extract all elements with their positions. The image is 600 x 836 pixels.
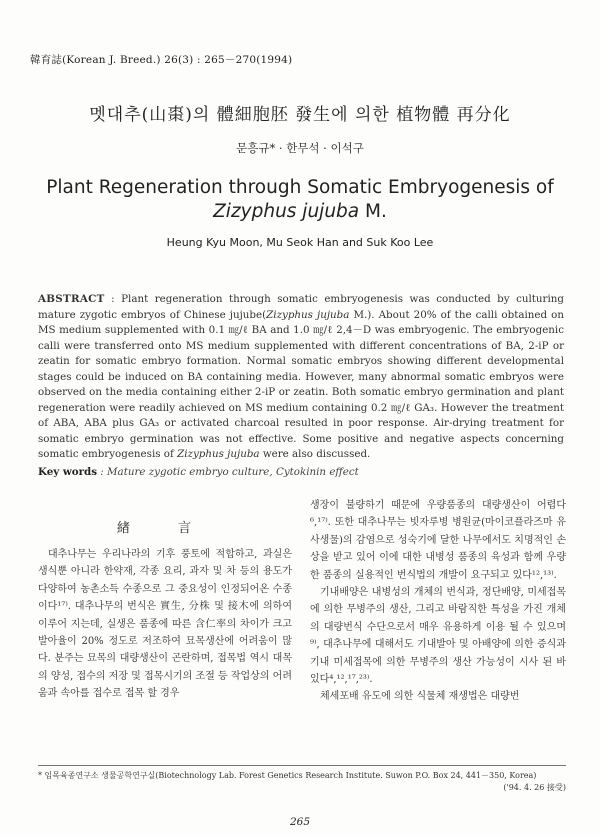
korean-title: 멧대추(山棗)의 體細胞胚 發生에 의한 植物體 再分化	[89, 105, 511, 125]
abstract-species-2: Zizyphus jujuba	[177, 448, 260, 460]
english-title-line1: Plant Regeneration through Somatic Embryogenesis of	[46, 177, 554, 198]
footnote-affiliation: * 임목육종연구소 생물공학연구실(Biotechnology Lab. Forest Genetics Research Institute. Suwon P.O. Box 24, 441－350, Korea)	[38, 771, 537, 780]
body-paragraph: 생장이 불량하기 때문에 우량품종의 대량생산이 어렵다⁶,¹⁷⁾. 또한 대추나무는 빗자루병 병원균(마이코플라즈마 유사생물)의 감염으로 성숙기에 달한 나무에서도 치명적인 손상을 받고 있어 이에 대한 내병성 품종의 육성과 함께 우량한 품종의 실용적인 번식법의 개발이 요구되고 있다¹²,¹³⁾.	[310, 500, 566, 581]
journal-reference: 韓育誌(Korean J. Breed.) 26(3) : 265－270(1994)	[30, 54, 293, 66]
body-right-column	[310, 497, 566, 706]
footnote-divider	[38, 765, 566, 766]
body-paragraph: 대추나무는 우리나라의 기후 풍토에 적합하고, 과실은 생식뿐 아니라 한약재, 각종 요리, 과자 및 차 등의 용도가 다양하여 농촌소득 수종으로 그 중요성이 인정되어온 수종이다¹⁷⁾. 대추나무의 번식은 實生, 分株 및 接木에 의하여 이루어 지는데, 실생은 품종에 따른 含仁率의 차이가 크고 발아율이 20% 정도로 저조하여 묘목생산에 어려움이 많다. 분주는 묘목의 대량생산이 곤란하며, 접목법 역시 대목의 양성, 접수의 저장 및 접목시기의 조절 등 작업상의 어려움과 속아를 접수로 접목 할 경우	[38, 549, 292, 700]
abstract-species: Zizyphus jujuba	[266, 308, 350, 321]
english-authors: Heung Kyu Moon, Mu Seok Han and Suk Koo Lee	[166, 236, 434, 249]
keywords-text: : Mature zygotic embryo culture, Cytokinin effect	[97, 466, 359, 478]
page-number: 265	[289, 816, 311, 828]
korean-authors: 문흥규* · 한무석 · 이석구	[236, 141, 364, 155]
abstract	[38, 292, 564, 463]
abstract-text-1: : Plant regeneration through somatic embryogenesis was conducted by culturing mature zygotic embryos of Chinese jujube(	[38, 293, 564, 321]
body-paragraph: 기내배양은 내병성의 개체의 번식과, 정단배양, 미세접목에 의한 무병주의 생산, 그리고 바람직한 특성을 가진 개체의 대량번식 수단으로서 매우 유용하게 이용 될 수 있으며⁹⁾, 대추나무에 대해서도 기내발아 및 아배양에 의한 증식과 기내 미세접목에 의한 무병주의 생산 가능성이 시사 된 바 있다⁴,¹²,¹⁷,²³⁾.	[310, 587, 566, 686]
english-title	[0, 176, 600, 224]
english-title-suffix: M.	[359, 201, 387, 222]
english-title-species: Zizyphus jujuba	[213, 201, 360, 222]
section-heading-introduction: 緖 言	[116, 521, 214, 536]
body-paragraph: 체세포배 유도에 의한 식물체 재생법은 대량번	[320, 691, 520, 703]
body-left-column	[38, 546, 292, 703]
english-title-line2	[0, 200, 600, 224]
footnote-received-date: ('94. 4. 26 接受)	[503, 783, 566, 792]
keywords-label: Key words	[38, 466, 97, 478]
abstract-text-3: were also discussed.	[259, 448, 371, 460]
abstract-label: ABSTRACT	[38, 293, 105, 305]
abstract-text-2: M.). About 20% of the calli obtained on MS medium supplemented with 0.1 ㎎/ℓ BA and 1.0 ㎎/ℓ 2,4－D was embryogenic. The embryogenic calli were transferred onto MS medium supplemented with different concentrations of BA, 2-iP or zeatin for somatic embryo formation. Normal somatic embryos showing different developmental stages could be induced on BA containing media. However, many abnormal somatic embryos were observed on the media containing either 2-iP or zeatin. Both somatic embryo germination and plant regeneration were readily achieved on MS medium containing 0.2 ㎎/ℓ GA₃. However the treatment of ABA, ABA plus GA₃ or activated charcoal resulted in poor response. Air-drying treatment for somatic embryo germination was not effective. Some positive and negative aspects concerning somatic embryogenesis of	[38, 308, 564, 460]
footnote	[38, 770, 566, 794]
keywords	[38, 466, 564, 478]
